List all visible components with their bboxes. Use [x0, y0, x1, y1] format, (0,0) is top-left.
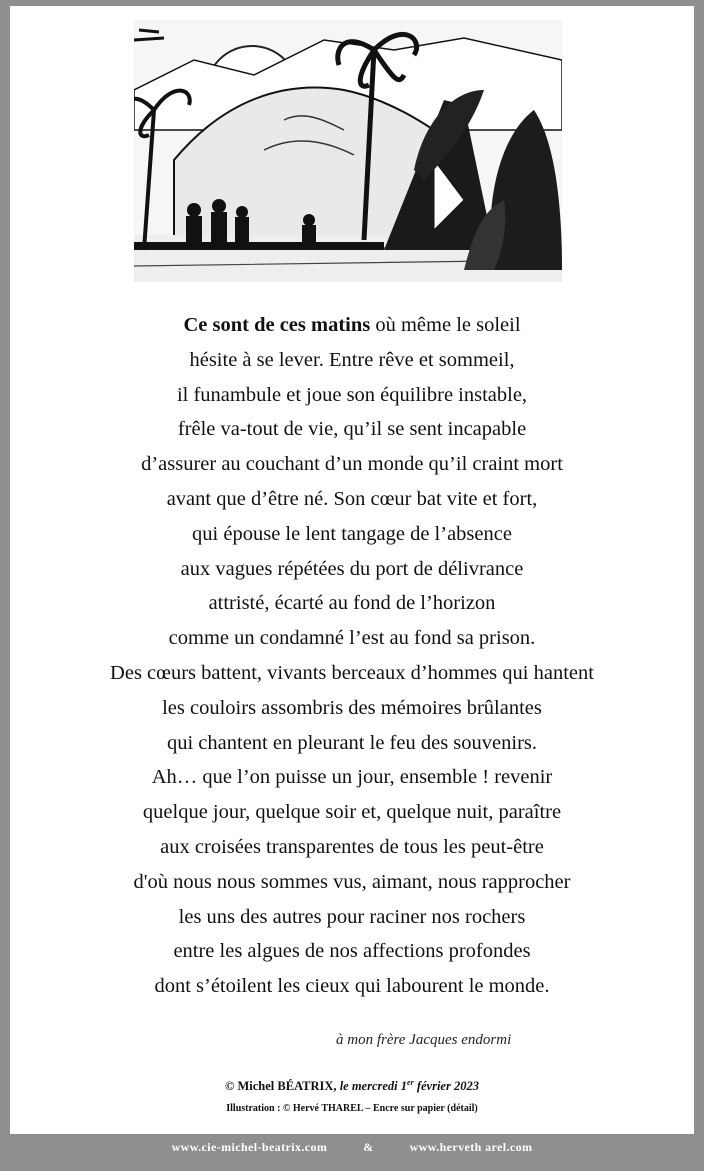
poem-opening-words: Ce sont de ces matins: [183, 314, 371, 336]
poem-line: Des cœurs battent, vivants berceaux d’hommes qui hantent: [110, 661, 594, 684]
author-credit: [10, 1078, 694, 1094]
poem-line: hésite à se lever. Entre rêve et sommeil,: [189, 348, 515, 371]
website-link-left[interactable]: www.cie-michel-beatrix.com: [171, 1140, 328, 1154]
poem-line: quelque jour, quelque soir et, quelque nuit, paraître: [142, 801, 562, 824]
illustration-credit: Illustration : © Hervé THAREL – Encre sur papier (détail): [226, 1103, 478, 1114]
poem-line: avant que d’être né. Son cœur bat vite et fort,: [166, 487, 538, 510]
poem-card: [10, 6, 694, 1134]
credit-date-suffix: février 2023: [413, 1079, 479, 1094]
poem-line: aux vagues répétées du port de délivrance: [180, 557, 524, 580]
landscape-drawing: [134, 20, 562, 282]
poem-line: aux croisées transparentes de tous les peut-être: [160, 835, 544, 858]
poem-text: [10, 308, 694, 1004]
poem-line: Ah… que l’on puisse un jour, ensemble ! revenir: [151, 766, 553, 789]
poem-line: dont s’étoilent les cieux qui labourent le monde.: [154, 975, 550, 998]
footer-separator: &: [363, 1140, 374, 1154]
poem-line: qui chantent en pleurant le feu des souvenirs.: [166, 731, 538, 754]
poem-line-1-rest: où même le soleil: [370, 314, 521, 336]
poem-line: d’assurer au couchant d’un monde qu’il craint mort: [141, 453, 563, 476]
ink-illustration: [134, 20, 562, 282]
poem-line: d'où nous nous sommes vus, aimant, nous rapprocher: [133, 870, 571, 893]
poem-line: comme un condamné l’est au fond sa prison.: [168, 627, 536, 650]
credit-date-sup: er: [407, 1078, 414, 1087]
credit-date: [337, 1079, 479, 1093]
poem-line: il funambule et joue son équilibre instable,: [176, 383, 528, 406]
poem-line: frêle va-tout de vie, qu’il se sent incapable: [177, 418, 527, 441]
footer-links: [0, 1140, 704, 1166]
author-name: © Michel BÉATRIX,: [225, 1079, 337, 1094]
credit-date-prefix: le mercredi 1: [336, 1079, 408, 1094]
poem-line: qui épouse le lent tangage de l’absence: [192, 522, 512, 545]
dedication: à mon frère Jacques endormi: [336, 1032, 512, 1048]
poem-line: les couloirs assombris des mémoires brûlantes: [162, 696, 542, 719]
poem-line: attristé, écarté au fond de l’horizon: [208, 592, 496, 615]
website-link-right[interactable]: www.herveth arel.com: [409, 1140, 533, 1154]
poem-line-1: [10, 308, 694, 343]
poem-line: les uns des autres pour raciner nos rochers: [178, 905, 526, 928]
poem-line: entre les algues de nos affections profondes: [173, 940, 531, 963]
